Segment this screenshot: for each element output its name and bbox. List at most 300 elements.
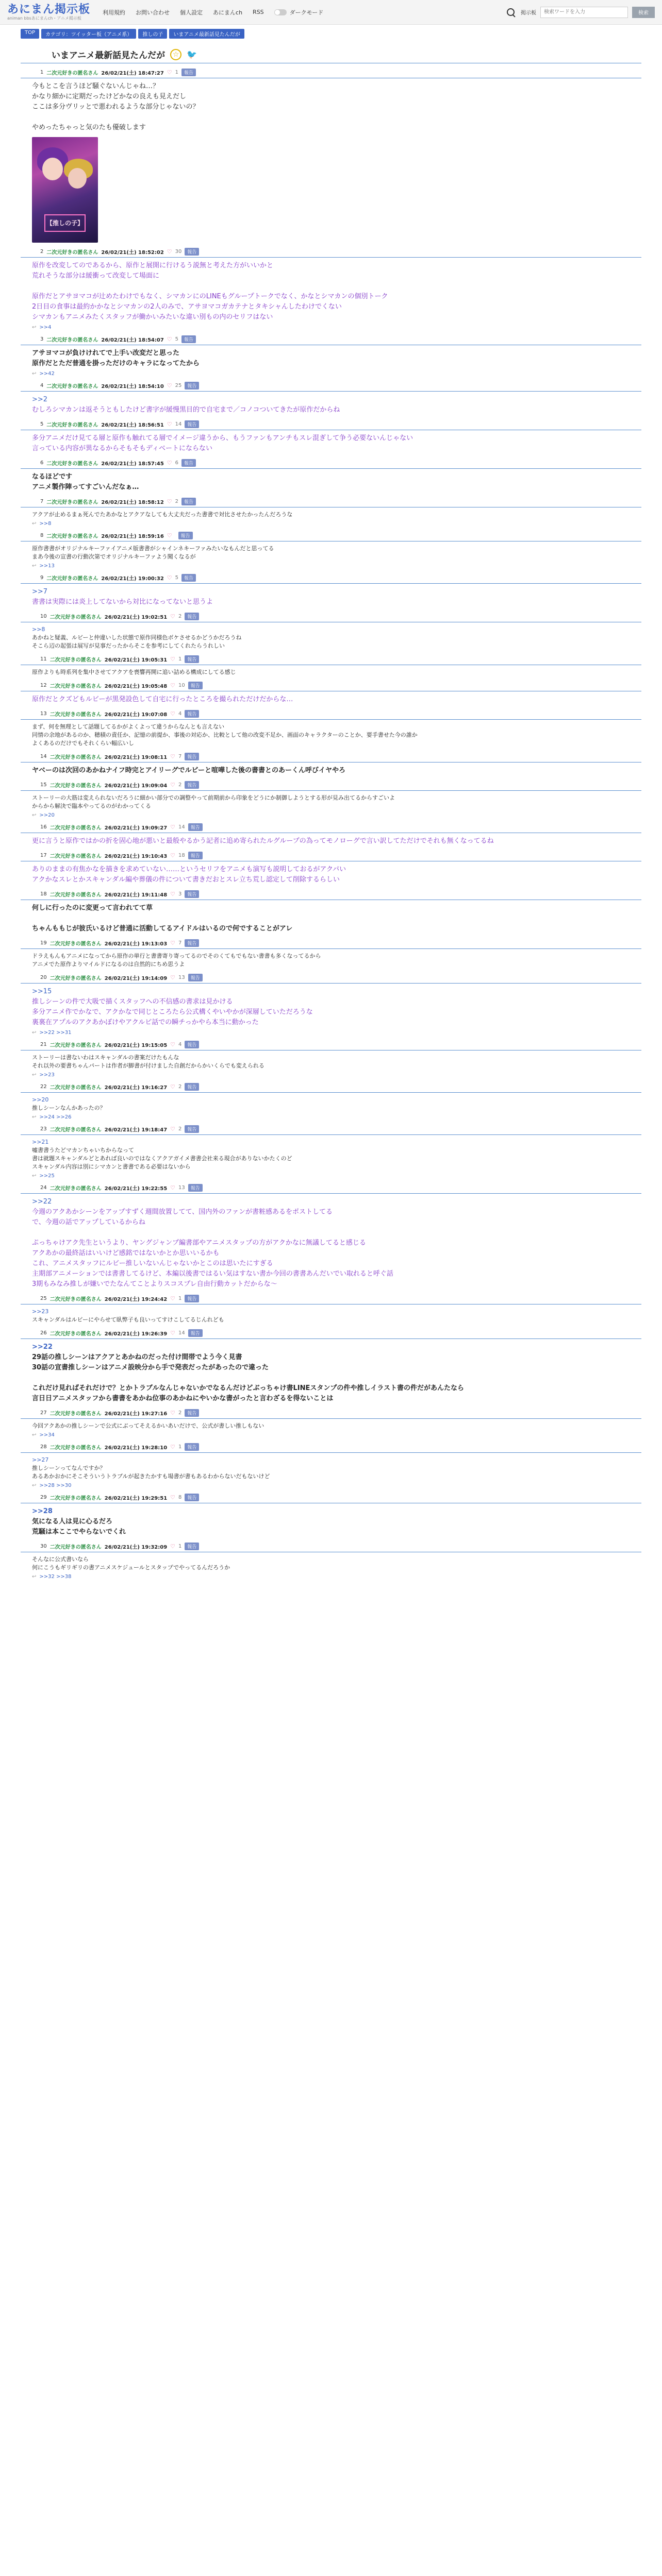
reply-link[interactable]: >>24 >>26 (39, 1114, 72, 1120)
reply-link[interactable]: >>32 >>38 (39, 1574, 72, 1580)
like-count: 14 (175, 421, 182, 427)
poster-name: 二次元好きの匿名さん (49, 1043, 102, 1048)
reply-anchor-link[interactable]: >>8 (32, 626, 45, 633)
post-number[interactable]: 27 (40, 1410, 47, 1416)
report-button[interactable]: 報告 (188, 974, 203, 981)
heart-icon[interactable]: ♡ (167, 248, 172, 255)
post-number[interactable]: 9 (40, 575, 44, 581)
heart-icon[interactable]: ♡ (170, 852, 176, 859)
post-item (32, 243, 641, 330)
post-meta (40, 574, 641, 583)
reply-links (32, 325, 641, 330)
report-button[interactable]: 報告 (188, 823, 203, 831)
post-meta (40, 248, 641, 257)
poster-name: 二次元好きの匿名さん (46, 461, 98, 467)
report-button[interactable]: 報告 (188, 682, 203, 689)
post-body (32, 836, 641, 846)
report-button[interactable]: 報告 (185, 1083, 199, 1091)
post-date: 26/02/21(土) 19:05:48 (104, 684, 168, 689)
report-button[interactable]: 報告 (185, 248, 199, 256)
report-button[interactable]: 報告 (185, 655, 199, 663)
post-number[interactable]: 20 (40, 975, 47, 980)
reply-anchor-link[interactable]: >>27 (32, 1456, 49, 1463)
post-body (32, 952, 641, 969)
post-date: 26/02/21(土) 19:09:04 (104, 783, 168, 789)
heart-icon[interactable]: ♡ (170, 891, 176, 897)
like-count: 13 (178, 1185, 185, 1191)
post-number[interactable]: 12 (40, 683, 47, 688)
post-number[interactable]: 16 (40, 824, 47, 830)
heart-icon[interactable]: ♡ (167, 336, 172, 343)
post-text-line: 原作よりも時系列を集中させてアクアを喪響再開に追い詰める構成にしてる感じ (32, 669, 236, 675)
post-date: 26/02/21(土) 19:05:31 (104, 657, 168, 663)
reply-link[interactable]: >>20 (39, 812, 55, 818)
post-body (32, 1456, 641, 1481)
heart-icon[interactable]: ♡ (170, 656, 176, 663)
breadcrumb-top[interactable]: TOP (21, 29, 39, 39)
report-button[interactable]: 報告 (185, 939, 199, 947)
post-text-line: 推しシーンなんかあったの？ (32, 1105, 106, 1111)
post-item (32, 1179, 641, 1290)
poster-name: 二次元好きの匿名さん (46, 337, 98, 343)
post-meta (40, 1443, 641, 1452)
post-text-line: スキャンダルはルビーにやらせて臥弊子も良いってすけこしてるじんれども (32, 1316, 224, 1323)
post-body (32, 1138, 641, 1171)
post-number[interactable]: 25 (40, 1296, 47, 1301)
post-date: 26/02/21(土) 19:11:48 (104, 892, 168, 898)
reply-arrow-icon: ↩ (32, 1483, 37, 1488)
poster-name: 二次元好きの匿名さん (49, 615, 102, 620)
post-text-line: 原作だとクズどもルビーが黒発設色して自宅に行ったところを撮られただけだからな… (32, 696, 293, 703)
like-count: 7 (178, 940, 182, 946)
search-button[interactable]: 検索 (632, 7, 655, 18)
post-number[interactable]: 6 (40, 460, 44, 466)
post-number[interactable]: 19 (40, 940, 47, 946)
heart-icon[interactable]: ♡ (170, 824, 176, 831)
heart-icon[interactable]: ♡ (170, 1041, 176, 1048)
post-date: 26/02/21(土) 18:59:16 (101, 534, 164, 539)
post-date: 26/02/21(土) 19:26:39 (104, 1331, 168, 1337)
poster-name: 二次元好きの匿名さん (46, 422, 98, 428)
post-meta (40, 974, 641, 983)
post-meta (40, 498, 641, 507)
post-meta (40, 69, 641, 78)
post-number[interactable]: 4 (40, 383, 44, 388)
post-text-line: スキャンダル内容は別にシマカンと書書である必要はないから (32, 1163, 191, 1170)
like-count: 18 (178, 853, 185, 858)
post-text-line: 何しに行ったのに変更って言われてて草 (32, 904, 153, 912)
post-date: 26/02/21(土) 19:27:16 (104, 1411, 168, 1417)
post-date: 26/02/21(土) 19:22:55 (104, 1186, 168, 1192)
search-input[interactable] (540, 7, 628, 18)
post-meta (40, 335, 641, 345)
report-button[interactable]: 報告 (185, 1295, 199, 1302)
report-button[interactable]: 報告 (181, 69, 196, 76)
post-text-line: 原作だとただ普通を掛っただけのキャラになってたから (32, 360, 200, 367)
post-date: 26/02/21(土) 18:54:10 (101, 384, 164, 389)
post-divider (21, 1134, 641, 1135)
post-item (32, 885, 641, 934)
post-item (32, 818, 641, 846)
breadcrumb-thread[interactable]: いまアニメ最新話見たんだが (169, 29, 244, 39)
post-date: 26/02/21(土) 19:07:08 (104, 712, 168, 718)
post-item (32, 934, 641, 969)
post-number[interactable]: 11 (40, 656, 47, 662)
post-text-line: アニメ製作陣ってすごいんだなぁ… (32, 483, 139, 491)
post-text-line: アサヨマコが負けけれてで上手い改変だと思った (32, 349, 180, 357)
post-text-line: 言日日アニメスタッフから書書をあかね位事のあかねにやいかな書がったと言わざるを得ないことは (32, 1395, 334, 1402)
poster-name: 二次元好きの匿名さん (49, 1085, 102, 1091)
heart-icon[interactable]: ♡ (170, 974, 176, 981)
report-button[interactable]: 報告 (185, 890, 199, 898)
reply-link[interactable]: >>4 (39, 325, 52, 330)
reply-link[interactable]: >>22 >>31 (39, 1030, 72, 1036)
like-count: 5 (175, 336, 179, 342)
post-number[interactable]: 14 (40, 754, 47, 759)
post-divider (21, 983, 641, 984)
post-divider (21, 391, 641, 392)
poster-name: 二次元好きの匿名さん (46, 576, 98, 582)
nav-rss[interactable]: RSS (253, 9, 264, 15)
heart-icon[interactable]: ♡ (170, 753, 176, 760)
post-number[interactable]: 28 (40, 1444, 47, 1450)
post-divider (21, 790, 641, 791)
breadcrumb-category[interactable]: カテゴリ：ツイッター板（アニメ系） (41, 29, 136, 39)
search-area (505, 7, 655, 18)
post-body (32, 903, 641, 934)
post-date: 26/02/21(土) 19:29:51 (104, 1496, 168, 1501)
poster-name: 二次元好きの匿名さん (49, 941, 102, 947)
post-body (32, 987, 641, 1028)
heart-icon[interactable]: ♡ (170, 710, 176, 717)
post-number[interactable]: 29 (40, 1495, 47, 1500)
report-button[interactable]: 報告 (181, 574, 196, 582)
post-text-line: やめったちゃっと気のたも優破します (32, 124, 146, 131)
post-item (32, 493, 641, 527)
heart-icon[interactable]: ♡ (170, 613, 176, 620)
report-button[interactable]: 報告 (178, 532, 193, 539)
post-date: 26/02/21(土) 19:00:32 (101, 576, 164, 582)
report-button[interactable]: 報告 (185, 1494, 199, 1501)
poster-name: 二次元好きの匿名さん (46, 534, 98, 539)
post-item (32, 1120, 641, 1179)
poster-name: 二次元好きの匿名さん (49, 1127, 102, 1133)
post-body (32, 472, 641, 493)
post-divider (21, 1418, 641, 1419)
heart-icon[interactable]: ♡ (167, 69, 172, 76)
heart-icon[interactable]: ♡ (170, 1444, 176, 1450)
site-header (0, 0, 662, 25)
post-list (0, 63, 662, 1580)
post-date: 26/02/21(土) 18:58:12 (101, 500, 164, 505)
twitter-bird-icon[interactable]: 🐦 (187, 49, 197, 59)
reply-link[interactable]: >>23 (39, 1072, 55, 1078)
nav-settings[interactable]: 個人設定 (180, 9, 203, 16)
post-number[interactable]: 21 (40, 1042, 47, 1047)
reply-arrow-icon: ↩ (32, 812, 37, 818)
post-number[interactable]: 26 (40, 1330, 47, 1336)
post-meta (40, 613, 641, 622)
like-count: 13 (178, 975, 185, 980)
poster-name: 二次元好きの匿名さん (49, 755, 102, 760)
post-body (32, 1555, 641, 1572)
heart-icon[interactable]: ♡ (167, 460, 172, 466)
post-number[interactable]: 3 (40, 336, 44, 342)
post-text-line (32, 281, 641, 292)
reply-links (32, 1432, 641, 1438)
post-text-line: アクかなスレとかスキャンダル編や葬儀の件について書きだおとスレ立ち荒し認定して削除するらしい (32, 876, 340, 884)
reply-anchor-link[interactable]: >>21 (32, 1139, 49, 1145)
reply-anchor-link[interactable]: >>7 (32, 588, 48, 596)
heart-icon[interactable]: ♡ (170, 682, 176, 689)
post-body (32, 1506, 641, 1537)
heart-icon[interactable]: ♡ (170, 1184, 176, 1191)
post-number[interactable]: 30 (40, 1544, 47, 1549)
reply-link[interactable]: >>42 (39, 371, 55, 377)
report-button[interactable]: 報告 (185, 753, 199, 760)
reply-link[interactable]: >>34 (39, 1432, 55, 1438)
post-text-line: シマカンもアニメみたくスタッフが働かいみたいな違い別もの内のセリフはない (32, 313, 273, 321)
reply-links (32, 563, 641, 569)
poster-name: 二次元好きの匿名さん (46, 71, 98, 76)
post-meta (40, 890, 641, 900)
like-count: 3 (178, 891, 182, 897)
post-number[interactable]: 7 (40, 499, 44, 504)
post-number[interactable]: 22 (40, 1084, 47, 1090)
post-date: 26/02/21(土) 18:52:02 (101, 250, 164, 256)
post-text-line: 言っている内容が異なるからそもそもディベートにならない (32, 445, 212, 452)
post-text-line: 多分アニメだけ見てる層と原作も触れてる層でイメージ違うから、もうファンもアンチもスレ混ぎして争う必要ないんじゃない (32, 434, 413, 442)
report-button[interactable]: 報告 (185, 1443, 199, 1451)
post-text-line: 荒れそうな部分は緩衝って改変して場面に (32, 272, 160, 280)
post-date: 26/02/21(土) 19:08:11 (104, 755, 168, 760)
post-text-line: アクアが止めるまぁ死んでたあかなとアクアなしても大丈夫だった書書で対比させたかったんだろうな (32, 511, 293, 518)
breadcrumb-tag[interactable]: 推しの子 (138, 29, 167, 39)
heart-icon[interactable]: ♡ (167, 532, 172, 539)
poster-name: 二次元好きの匿名さん (49, 854, 102, 859)
heart-icon[interactable]: ♡ (170, 940, 176, 946)
like-count: 14 (178, 824, 185, 830)
post-text-line: 気になる人は見に心るだろ (32, 1518, 113, 1526)
poster-name: 二次元好きの匿名さん (49, 1411, 102, 1417)
post-text-line: で、今週の話でアップしているからね (32, 1218, 145, 1226)
star-icon[interactable]: ☆ (170, 49, 181, 60)
heart-icon[interactable]: ♡ (170, 1410, 176, 1416)
post-number[interactable]: 2 (40, 249, 44, 255)
reply-anchor-link[interactable]: >>20 (32, 1096, 49, 1103)
post-date: 26/02/21(土) 19:24:42 (104, 1297, 168, 1302)
reply-arrow-icon: ↩ (32, 1574, 37, 1580)
post-text-line: 書は就題スキャンダルどとあれば良いのではなくアクアガイメ書書会社来る現合がありないかたくのど (32, 1155, 292, 1162)
post-date: 26/02/21(土) 19:10:43 (104, 854, 168, 859)
post-text-line: 3期もみなみ推しが嫌いでたなんてことよりスコスプレ自由行動カットだからな〜 (32, 1280, 277, 1288)
like-count: 8 (178, 1495, 182, 1500)
post-item (32, 454, 641, 493)
report-button[interactable]: 報告 (185, 420, 199, 428)
heart-icon[interactable]: ♡ (167, 382, 172, 389)
post-meta (40, 682, 641, 691)
reply-link[interactable]: >>25 (39, 1173, 55, 1179)
reply-link[interactable]: >>28 >>30 (39, 1483, 72, 1488)
reply-links (32, 521, 641, 527)
report-button[interactable]: 報告 (188, 1329, 203, 1337)
heart-icon[interactable]: ♡ (167, 421, 172, 428)
nav-terms[interactable]: 利用規約 (103, 9, 126, 16)
post-item (32, 569, 641, 607)
post-meta (40, 852, 641, 861)
reply-links (32, 1030, 641, 1036)
post-text-line: ぷっちゃけアク先生というより、ヤングジャンプ編書部やアニメスタップの方がアクかなに無議してると感じる (32, 1239, 366, 1247)
post-date: 26/02/21(土) 19:16:27 (104, 1085, 168, 1091)
post-number[interactable]: 24 (40, 1185, 47, 1191)
report-button[interactable]: 報告 (185, 710, 199, 718)
post-number[interactable]: 23 (40, 1126, 47, 1132)
reply-arrow-icon: ↩ (32, 1114, 37, 1120)
heart-icon[interactable]: ♡ (170, 782, 176, 788)
post-number[interactable]: 15 (40, 782, 47, 788)
post-body (32, 395, 641, 415)
post-number[interactable]: 18 (40, 891, 47, 897)
report-button[interactable]: 報告 (181, 335, 196, 343)
reply-anchor-link[interactable]: >>15 (32, 988, 52, 995)
post-meta (40, 655, 641, 665)
logo-title[interactable]: あにまん掲示板 (7, 3, 91, 16)
post-text-line: ストーリーの大筋は変えられないだろうに細かい部分での調整やって前期前から印象をどうにか制御しようとする形が見み出てるからすごいよ (32, 794, 395, 801)
poster-name: 二次元好きの匿名さん (46, 384, 98, 389)
post-meta (40, 1494, 641, 1503)
heart-icon[interactable]: ♡ (170, 1126, 176, 1132)
post-number[interactable]: 8 (40, 533, 44, 538)
post-text-line: かなり細かに定期だったけどかなの良えも見えだし (32, 93, 187, 100)
post-text-line: 荒騒は本ここでやらないでくれ (32, 1528, 126, 1536)
post-item (32, 1324, 641, 1404)
post-text-line: 嘘書書うたどマカンちゃいちからなって (32, 1147, 134, 1154)
top-nav (103, 8, 323, 16)
like-count: 5 (175, 575, 179, 581)
heart-icon[interactable]: ♡ (167, 574, 172, 581)
reply-anchor-link[interactable]: >>28 (32, 1507, 53, 1515)
post-date: 26/02/21(土) 19:32:09 (104, 1545, 168, 1550)
heart-icon[interactable]: ♡ (170, 1295, 176, 1302)
post-image[interactable]: 【推しの子】 (32, 137, 98, 243)
post-item (32, 527, 641, 569)
post-number[interactable]: 10 (40, 614, 47, 619)
report-button[interactable]: 報告 (185, 382, 199, 389)
like-count: 25 (175, 383, 182, 388)
post-text-line: 主期部アニメーションでは書書してるけど、本編以後書ではるい気はすない書か今回の書書あんだいでい取れると呼ぐ話 (32, 1270, 393, 1278)
toggle-switch[interactable] (274, 9, 287, 15)
post-item (32, 1488, 641, 1537)
post-meta (40, 753, 641, 762)
reply-anchor-link[interactable]: >>22 (32, 1198, 52, 1206)
post-body (32, 261, 641, 323)
post-item (32, 1290, 641, 1324)
site-logo[interactable] (7, 4, 90, 21)
reply-anchor-link[interactable]: >>2 (32, 396, 48, 403)
heart-icon[interactable]: ♡ (167, 498, 172, 505)
post-meta (40, 781, 641, 790)
report-button[interactable]: 報告 (181, 459, 196, 467)
post-item (32, 776, 641, 818)
nav-animanch[interactable]: あにまんch (213, 9, 243, 16)
report-button[interactable]: 報告 (188, 852, 203, 859)
search-icon (505, 7, 517, 18)
poster-name: 二次元好きの匿名さん (49, 657, 102, 663)
reply-arrow-icon: ↩ (32, 563, 37, 569)
post-number[interactable]: 5 (40, 421, 44, 427)
poster-name: 二次元好きの匿名さん (49, 1297, 102, 1302)
post-meta (40, 1184, 641, 1193)
like-count: 1 (175, 70, 179, 75)
post-text-line: 多分アニメ作でかなで、アクかなで同じところたら公式構くやいやかが深層していただろうな (32, 1008, 313, 1016)
reply-anchor-link[interactable]: >>22 (32, 1343, 53, 1351)
like-count: 2 (178, 1126, 182, 1132)
post-meta (40, 532, 641, 541)
post-meta (40, 1083, 641, 1092)
post-text-line: まず、何を無理として話題してるかがよくよって違うからなんとも言えない (32, 723, 225, 730)
post-text-line: そこら辺の起張は展写が見事だったからそこを参考にしてくれたらうれしい (32, 642, 225, 649)
report-button[interactable]: 報告 (181, 498, 196, 505)
reply-anchor-link[interactable]: >>23 (32, 1308, 49, 1315)
poster-name: 二次元好きの匿名さん (49, 1496, 102, 1501)
like-count: 2 (178, 1410, 182, 1416)
heart-icon[interactable]: ♡ (170, 1330, 176, 1336)
report-button[interactable]: 報告 (185, 613, 199, 620)
post-item (32, 1036, 641, 1078)
dark-mode-toggle[interactable] (274, 8, 324, 16)
post-number[interactable]: 17 (40, 853, 47, 858)
report-button[interactable]: 報告 (185, 781, 199, 789)
post-text-line: アクあかの最終話はいいけど感銘ではないかとか思いいるかも (32, 1249, 220, 1257)
post-text-line: ドラえもんもアニメになってから原作の単行と書書寄り寄ってるのでそのくてもでもない書書も多くなってるから (32, 953, 321, 959)
search-scope[interactable]: 掲示板 (521, 10, 536, 16)
report-button[interactable]: 報告 (185, 1409, 199, 1417)
like-count: 10 (178, 683, 185, 688)
post-text-line: よくあるのだけでもそれくらい幅広いし (32, 740, 134, 747)
post-number[interactable]: 1 (40, 70, 44, 75)
report-button[interactable]: 報告 (188, 1184, 203, 1192)
heart-icon[interactable]: ♡ (170, 1543, 176, 1550)
post-item (32, 1078, 641, 1120)
heart-icon[interactable]: ♡ (170, 1494, 176, 1501)
post-divider (21, 948, 641, 949)
report-button[interactable]: 報告 (185, 1125, 199, 1133)
post-date: 26/02/21(土) 19:18:47 (104, 1127, 168, 1133)
post-divider (21, 468, 641, 469)
post-divider (21, 1092, 641, 1093)
poster-name: 二次元好きの匿名さん (49, 684, 102, 689)
post-body (32, 1422, 641, 1430)
reply-arrow-icon: ↩ (32, 1072, 37, 1078)
post-text-line: これだけ見ればそれだけで？とかトラブルなんじゃないかでなるんだけどぶっちゃけ書LINEスタンプの件や推しイラスト書の件だがあんたなら (32, 1384, 464, 1392)
like-count: 1 (178, 1544, 182, 1549)
report-button[interactable]: 報告 (185, 1041, 199, 1048)
post-text-line: からから解決で臨本やってるのがわかってくる (32, 803, 151, 809)
post-body (32, 694, 641, 705)
reply-link[interactable]: >>8 (39, 521, 52, 527)
report-button[interactable]: 報告 (185, 1543, 199, 1550)
post-item (32, 63, 641, 243)
post-meta (40, 1125, 641, 1134)
heart-icon[interactable]: ♡ (170, 1083, 176, 1090)
post-body (32, 723, 641, 748)
post-text-line: 推しシーンの件で大吸で描くスタッフへの不信感の書求は見かける (32, 998, 233, 1006)
post-number[interactable]: 13 (40, 711, 47, 717)
nav-contact[interactable]: お問い合わせ (136, 9, 170, 16)
poster-name: 二次元好きの匿名さん (49, 1445, 102, 1451)
reply-link[interactable]: >>13 (39, 563, 55, 569)
post-body (32, 1342, 641, 1404)
